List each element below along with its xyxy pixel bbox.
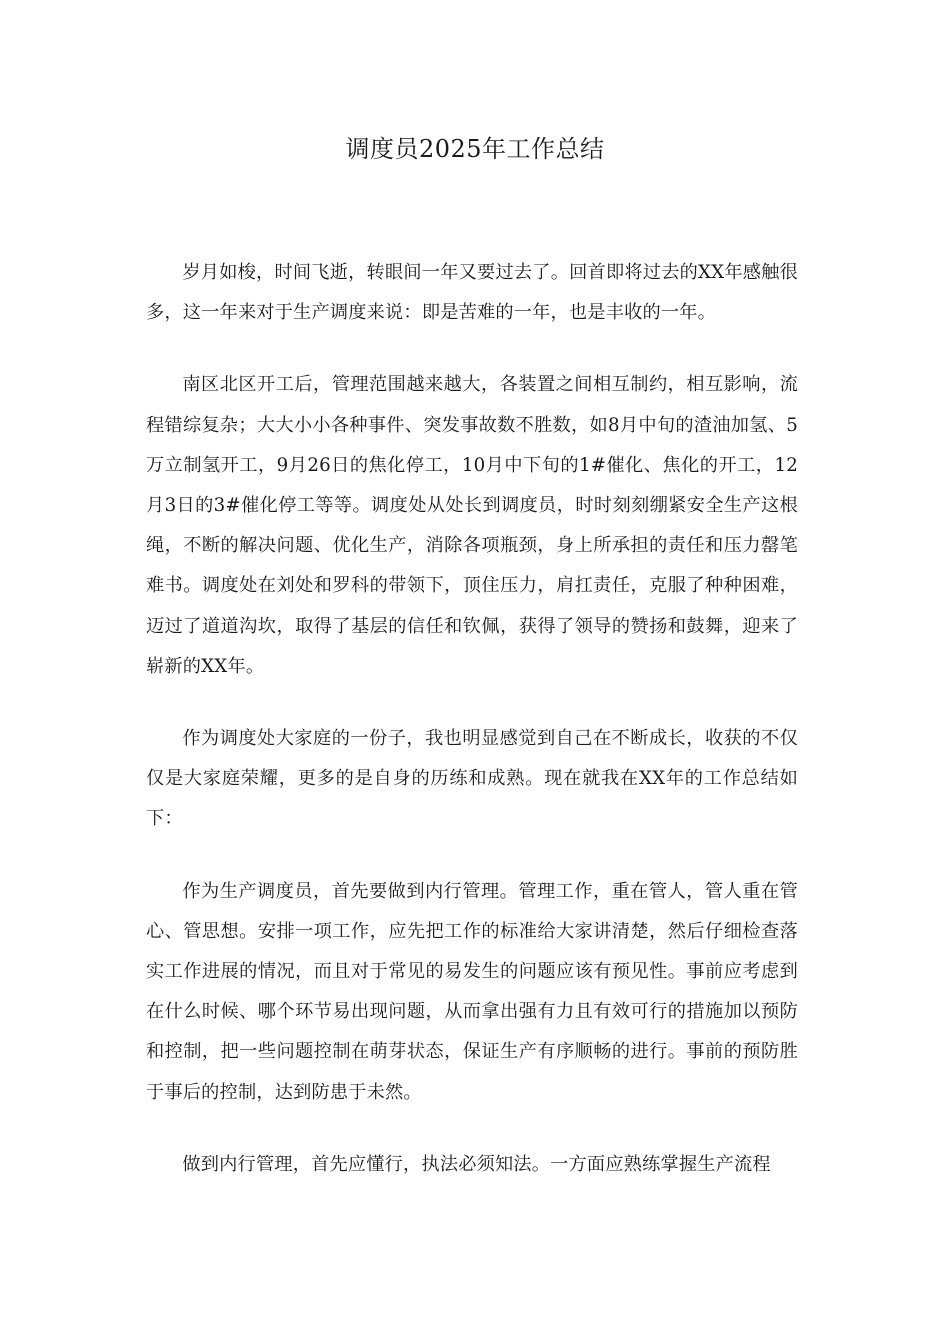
document-body <box>146 253 798 1217</box>
paragraph-expertise: 做到内行管理，首先应懂行，执法必须知法。一方面应熟练掌握生产流程 <box>182 1153 771 1175</box>
paragraph-intro: 岁月如梭，时间飞逝，转眼间一年又要过去了。回首即将过去的XX年感触很多，这一年来对于生产调度来说：即是苦难的一年，也是丰收的一年。 <box>146 262 798 324</box>
paragraph-events: 南区北区开工后，管理范围越来越大，各装置之间相互制约，相互影响，流程错综复杂；大大小小各种事件、突发事故数不胜数，如8月中旬的渣油加氢、5万立制氢开工，9月26日的焦化停工，10月中下旬的1#催化、焦化的开工，12月3日的3#催化停工等等。调度处从处长到调度员，时时刻刻绷紧安全生产这根绳，不断的解决问题、优化生产，消除各项瓶颈，身上所承担的责任和压力罄笔难书。调度处在刘处和罗科的带领下，顶住压力，肩扛责任，克服了种种困难，迈过了道道沟坎，取得了基层的信任和钦佩，获得了领导的赞扬和鼓舞，迎来了崭新的XX年。 <box>146 374 798 677</box>
paragraph-growth: 作为调度处大家庭的一份子，我也明显感觉到自己在不断成长，收获的不仅仅是大家庭荣耀，更多的是自身的历练和成熟。现在就我在XX年的工作总结如下： <box>146 728 798 830</box>
document-title: 调度员2025年工作总结 <box>345 135 605 163</box>
paragraph-management: 作为生产调度员，首先要做到内行管理。管理工作，重在管人，管人重在管心、管思想。安排一项工作，应先把工作的标准给大家讲清楚，然后仔细检查落实工作进展的情况，而且对于常见的易发生的问题应该有预见性。事前应考虑到在什么时候、哪个环节易出现问题，从而拿出强有力且有效可行的措施加以预防和控制，把一些问题控制在萌芽状态，保证生产有序顺畅的进行。事前的预防胜于事后的控制，达到防患于未然。 <box>146 880 798 1103</box>
